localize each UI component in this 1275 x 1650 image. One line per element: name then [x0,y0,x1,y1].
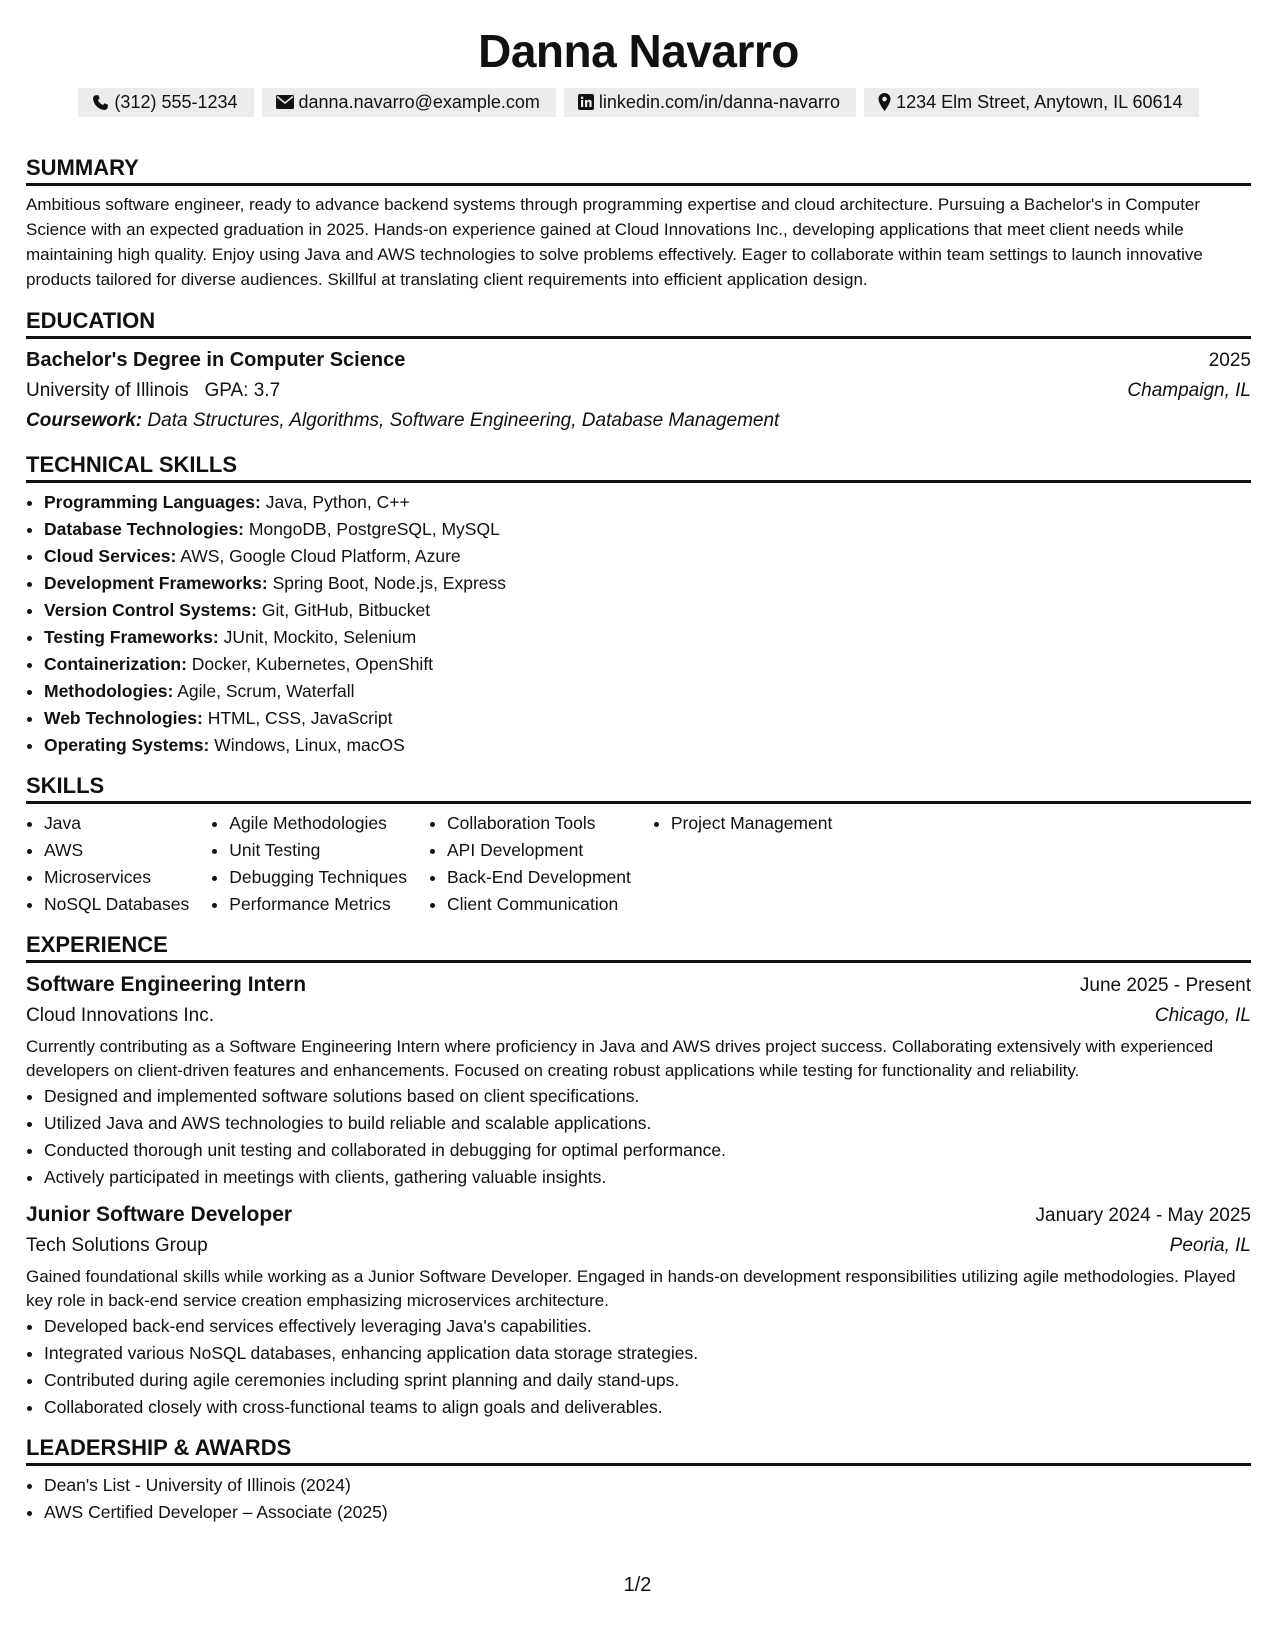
list-item: • Designed and implemented software solutions based on client specifications. [44,1083,1251,1110]
summary-text: Ambitious software engineer, ready to advance backend systems through programming expertise and cloud architecture. Pursuing a Bachelor's in Computer Science with an expected graduation in 2025. Hands-on experience gained at Cloud Innovations Inc., developing applications that meet client needs while maintaining high quality. Enjoy using Java and AWS technologies to solve problems effectively. Eager to collaborate within team settings to launch innovative products tailored for diverse audiences. Skillful at translating client requirements into efficient application design. [26,195,1203,289]
education-header-row [26,345,1251,376]
contact-linkedin [564,88,856,117]
job-title: Software Engineering Intern [26,973,307,996]
education-section [26,308,1251,436]
list-item: • AWS Certified Developer – Associate (2025) [44,1499,1251,1526]
skill-label: Programming Languages: [44,492,261,512]
section-title: TECHNICAL SKILLS [26,452,1251,483]
linkedin-text: linkedin.com/in/danna-navarro [598,92,841,112]
school-location: Champaign, IL [1127,380,1251,401]
job-company-row [26,1231,1251,1261]
skill-label: Web Technologies: [44,708,203,728]
skills-column [429,810,631,918]
list-item: • Java [44,810,189,837]
list-item [44,732,1251,759]
list-item: • Actively participated in meetings with clients, gathering valuable insights. [44,1164,1251,1191]
envelope-icon [276,95,294,109]
contact-address [864,88,1199,117]
coursework-label: Coursework: [26,410,143,431]
skill-value: Windows, Linux, macOS [214,735,405,755]
candidate-name: Danna Navarro [478,25,799,77]
skill-label: Containerization: [44,654,187,674]
list-item: • Developed back-end services effectively leveraging Java's capabilities. [44,1313,1251,1340]
list-item: • Dean's List - University of Illinois (2024) [44,1472,1251,1499]
job-bullets [26,1083,1251,1191]
job-location: Chicago, IL [1154,1005,1251,1026]
job-description: Currently contributing as a Software Engineering Intern where proficiency in Java and AWS drives project success. Collaborating extensively with experienced developers on client-driven features and enhancements. Focused on creating robust applications while testing for functionality and reliability. [26,1037,1214,1080]
list-item: • Agile Methodologies [229,810,407,837]
list-item: • Project Management [671,810,832,837]
contact-phone [78,88,253,117]
skills-column [653,810,832,918]
skill-label: Testing Frameworks: [44,627,219,647]
coursework-line [26,406,1251,436]
skill-value: Java, Python, C++ [265,492,410,512]
section-title: LEADERSHIP & AWARDS [26,1435,1251,1466]
list-item: • Microservices [44,864,189,891]
map-pin-icon [878,93,891,111]
list-item [44,543,1251,570]
section-title: SUMMARY [26,155,1251,186]
skill-value: Docker, Kubernetes, OpenShift [191,654,434,674]
skill-value: JUnit, Mockito, Selenium [223,627,417,647]
list-item [44,624,1251,651]
job-title: Junior Software Developer [26,1203,293,1226]
skills-column [211,810,407,918]
skill-value: Agile, Scrum, Waterfall [177,681,355,701]
list-item: • Conducted thorough unit testing and collaborated in debugging for optimal performance. [44,1137,1251,1164]
company-name: Cloud Innovations Inc. [26,1005,215,1026]
phone-icon [92,94,109,111]
section-title: SKILLS [26,773,1251,804]
summary-section [26,155,1251,292]
list-item: • Collaborated closely with cross-functional teams to align goals and deliverables. [44,1394,1251,1421]
job-description: Gained foundational skills while working as a Junior Software Developer. Engaged in hands-on development responsibilities utilizing agile methodologies. Played key role in back-end service creation emphasizing microservices architecture. [26,1267,1236,1310]
skill-value: AWS, Google Cloud Platform, Azure [180,546,461,566]
job-header-row [26,1199,1251,1231]
job-entry [26,1199,1251,1421]
graduation-year: 2025 [1208,350,1251,371]
job-header-row [26,969,1251,1001]
awards-list [26,1472,1251,1526]
list-item: • Back-End Development [447,864,631,891]
list-item: • AWS [44,837,189,864]
skills-grid [26,810,1251,918]
skill-label: Operating Systems: [44,735,210,755]
gpa: GPA: 3.7 [204,380,281,401]
list-item: • Integrated various NoSQL databases, enhancing application data storage strategies. [44,1340,1251,1367]
list-item [44,705,1251,732]
email-text: danna.navarro@example.com [298,92,540,112]
job-dates: June 2025 - Present [1079,975,1251,996]
job-bullets [26,1313,1251,1421]
job-dates: January 2024 - May 2025 [1035,1205,1251,1226]
list-item [44,597,1251,624]
education-school-row [26,376,1251,406]
section-title: EXPERIENCE [26,932,1251,963]
section-title: EDUCATION [26,308,1251,339]
job-company-row [26,1001,1251,1031]
skills-section [26,773,1251,918]
skill-label: Database Technologies: [44,519,245,539]
skill-value: Spring Boot, Node.js, Express [272,573,507,593]
list-item: • Debugging Techniques [229,864,407,891]
experience-section [26,932,1251,1421]
resume-page [26,0,1251,1526]
leadership-section [26,1435,1251,1526]
page-number: 1/2 [623,1574,652,1596]
company-name: Tech Solutions Group [26,1235,208,1256]
list-item [44,489,1251,516]
skill-label: Version Control Systems: [44,600,257,620]
coursework-list: Data Structures, Algorithms, Software Engineering, Database Management [147,410,780,431]
list-item: • Collaboration Tools [447,810,631,837]
list-item [44,678,1251,705]
contact-email [262,88,556,117]
list-item: • Performance Metrics [229,891,407,918]
address-text: 1234 Elm Street, Anytown, IL 60614 [896,92,1183,112]
job-entry [26,969,1251,1191]
list-item [44,516,1251,543]
list-item: • Client Communication [447,891,631,918]
list-item [44,570,1251,597]
skill-value: HTML, CSS, JavaScript [207,708,393,728]
skill-label: Methodologies: [44,681,174,701]
list-item: • Contributed during agile ceremonies including sprint planning and daily stand-ups. [44,1367,1251,1394]
phone-text: (312) 555-1234 [114,92,238,112]
list-item: • API Development [447,837,631,864]
list-item [44,651,1251,678]
contact-bar [26,88,1251,117]
technical-skills-list [26,489,1251,759]
technical-skills-section [26,452,1251,759]
skill-label: Development Frameworks: [44,573,268,593]
job-location: Peoria, IL [1169,1235,1251,1256]
skill-value: MongoDB, PostgreSQL, MySQL [248,519,500,539]
list-item: • Unit Testing [229,837,407,864]
skill-label: Cloud Services: [44,546,177,566]
list-item: • Utilized Java and AWS technologies to build reliable and scalable applications. [44,1110,1251,1137]
skill-value: Git, GitHub, Bitbucket [261,600,431,620]
linkedin-icon [578,94,594,110]
list-item: • NoSQL Databases [44,891,189,918]
skills-column [26,810,189,918]
school-line [26,376,280,406]
school-name: University of Illinois [26,380,189,401]
degree-title: Bachelor's Degree in Computer Science [26,349,406,371]
